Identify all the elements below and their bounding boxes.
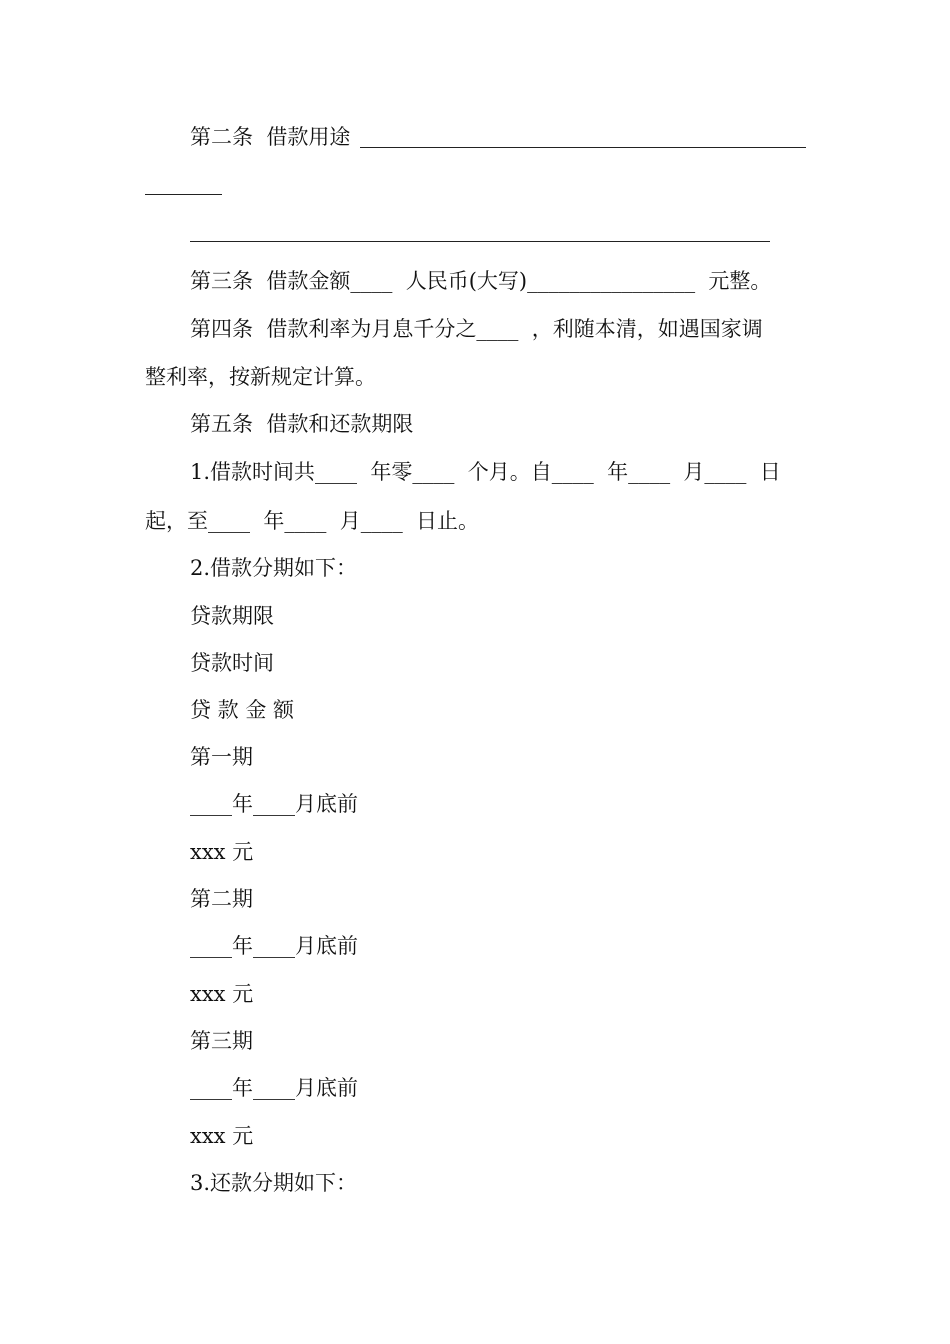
period-3-time: ____年____月底前 [190,1076,358,1100]
article5-item1-line2: 起，至____ 年____ 月____ 日止。 [145,509,480,533]
period-2-amount: xxx 元 [190,982,254,1006]
article2-blank-line-2 [145,194,222,195]
article3-text: 第三条 借款金额____ 人民币(大写)________________ 元整。 [190,269,772,293]
article5-heading: 第五条 借款和还款期限 [190,412,414,436]
article4-line1: 第四条 借款利率为月息千分之____ ，利随本清，如遇国家调 [190,317,763,341]
article5-item1-line1: 1.借款时间共____ 年零____ 个月。自____ 年____ 月____ 日 [190,460,781,484]
period-2-name: 第二期 [190,887,253,911]
period-3-name: 第三期 [190,1029,253,1053]
period-3-amount: xxx 元 [190,1124,254,1148]
schedule-header-amount: 贷 款 金 额 [190,698,295,722]
period-2-time: ____年____月底前 [190,934,358,958]
period-1-name: 第一期 [190,745,253,769]
schedule-header-time: 贷款时间 [190,651,274,675]
article4-line2: 整利率，按新规定计算。 [145,365,376,389]
period-1-time: ____年____月底前 [190,792,358,816]
article2-blank-line-1 [360,147,806,148]
schedule-header-term: 贷款期限 [190,604,274,628]
article5-item3: 3.还款分期如下： [190,1171,358,1195]
article2-label: 第二条 借款用途 [190,125,351,149]
article2-blank-line-3 [190,241,770,242]
article5-item2: 2.借款分期如下： [190,556,358,580]
period-1-amount: xxx 元 [190,840,254,864]
